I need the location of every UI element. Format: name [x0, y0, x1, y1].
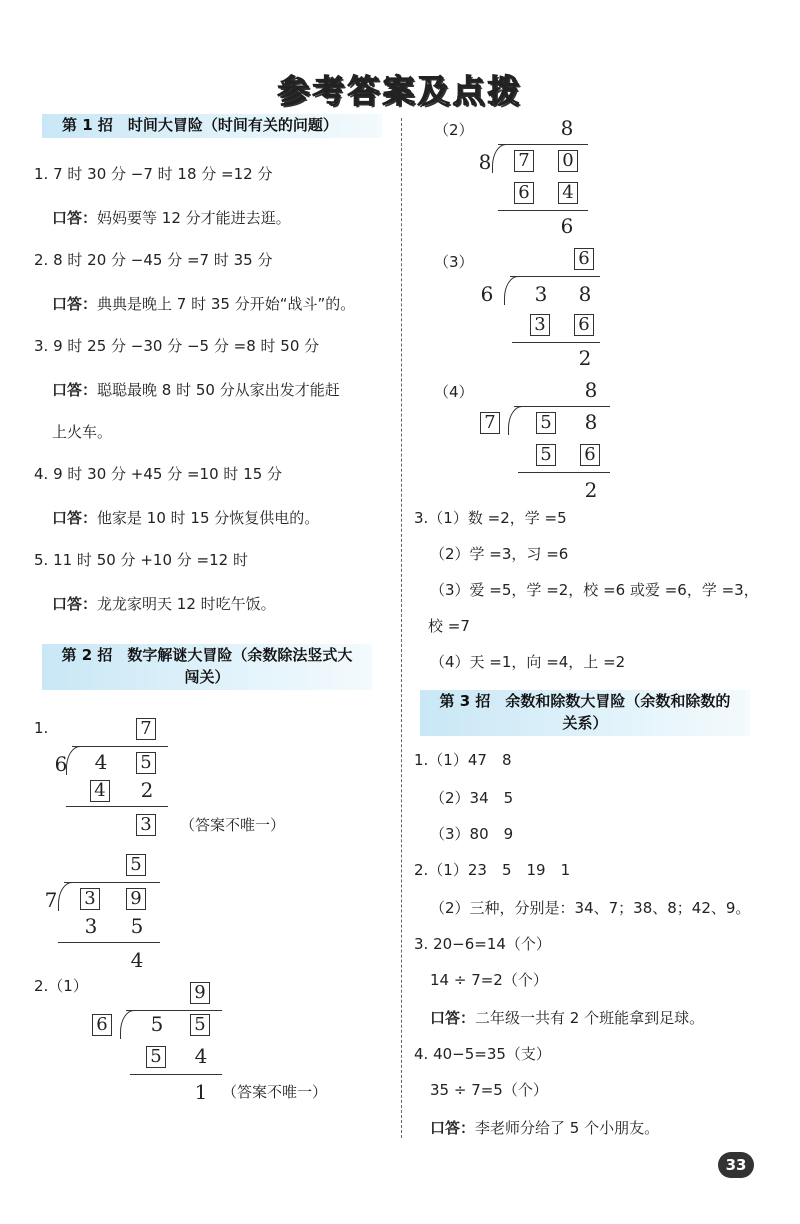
s2-note-1: （答案不唯一）: [180, 816, 286, 834]
s3-q4-1: 4. 40−5=35（支）: [414, 1045, 551, 1063]
s3-q2-2: （2）三种，分别是：34、7；38、8；42、9。: [430, 899, 751, 917]
page-title: 参考答案及点拨: [277, 72, 523, 110]
s1-q4: 4. 9 时 30 分 +45 分 =10 时 15 分: [34, 465, 283, 483]
s1-q1: 1. 7 时 30 分 −7 时 18 分 =12 分: [34, 165, 273, 183]
s2-p3-label: （3）: [434, 253, 474, 271]
s3-q4-2: 35 ÷ 7=5（个）: [430, 1081, 548, 1099]
s1-q5: 5. 11 时 50 分 +10 分 =12 时: [34, 551, 248, 569]
s2-q3-4: （4）天 =1，向 =4，上 =2: [430, 653, 626, 671]
section-2-heading: 第 2 招 数字解谜大冒险（余数除法竖式大 闯关）: [42, 644, 372, 690]
s2-p4-label: （4）: [434, 383, 474, 401]
s2-q1-label: 1.: [34, 719, 49, 737]
page-number: 33: [718, 1152, 754, 1178]
s2-p2-label: （2）: [434, 121, 474, 139]
s1-q2: 2. 8 时 20 分 −45 分 =7 时 35 分: [34, 251, 273, 269]
s3-q2-1: 2.（1）23 5 19 1: [414, 861, 571, 879]
s2-note-2: （答案不唯一）: [222, 1083, 328, 1101]
s3-q1-1: 1.（1）47 8: [414, 751, 512, 769]
s1-a1: 口答：妈妈要等 12 分才能进去逛。: [52, 209, 291, 227]
s1-q3: 3. 9 时 25 分 −30 分 −5 分 =8 时 50 分: [34, 337, 320, 355]
s2-q3-1: 3.（1）数 =2，学 =5: [414, 509, 567, 527]
s3-q1-2: （2）34 5: [430, 789, 514, 807]
column-divider: [401, 118, 402, 1138]
s1-a5: 口答：龙龙家明天 12 时吃午饭。: [52, 595, 276, 613]
s2-q3-3: （3）爱 =5，学 =2，校 =6 或爱 =6，学 =3，: [430, 581, 759, 599]
s3-q3-1: 3. 20−6=14（个）: [414, 935, 551, 953]
s1-a4: 口答：他家是 10 时 15 分恢复供电的。: [52, 509, 320, 527]
section-3-heading: 第 3 招 余数和除数大冒险（余数和除数的 关系）: [420, 690, 750, 736]
s2-q2-label: 2.（1）: [34, 977, 88, 995]
s1-a3-cont: 上火车。: [52, 423, 113, 441]
s1-a2: 口答：典典是晚上 7 时 35 分开始“战斗”的。: [52, 295, 356, 313]
s2-q3-3-cont: 校 =7: [428, 617, 470, 635]
s1-a3: 口答：聪聪最晚 8 时 50 分从家出发才能赶: [52, 381, 340, 399]
s3-q3-2: 14 ÷ 7=2（个）: [430, 971, 548, 989]
section-1-heading: 第 1 招 时间大冒险（时间有关的问题）: [42, 114, 382, 138]
s3-a3: 口答：二年级一共有 2 个班能拿到足球。: [430, 1009, 705, 1027]
s3-q1-3: （3）80 9: [430, 825, 514, 843]
s3-a4: 口答：李老师分给了 5 个小朋友。: [430, 1119, 660, 1137]
s2-q3-2: （2）学 =3，习 =6: [430, 545, 569, 563]
